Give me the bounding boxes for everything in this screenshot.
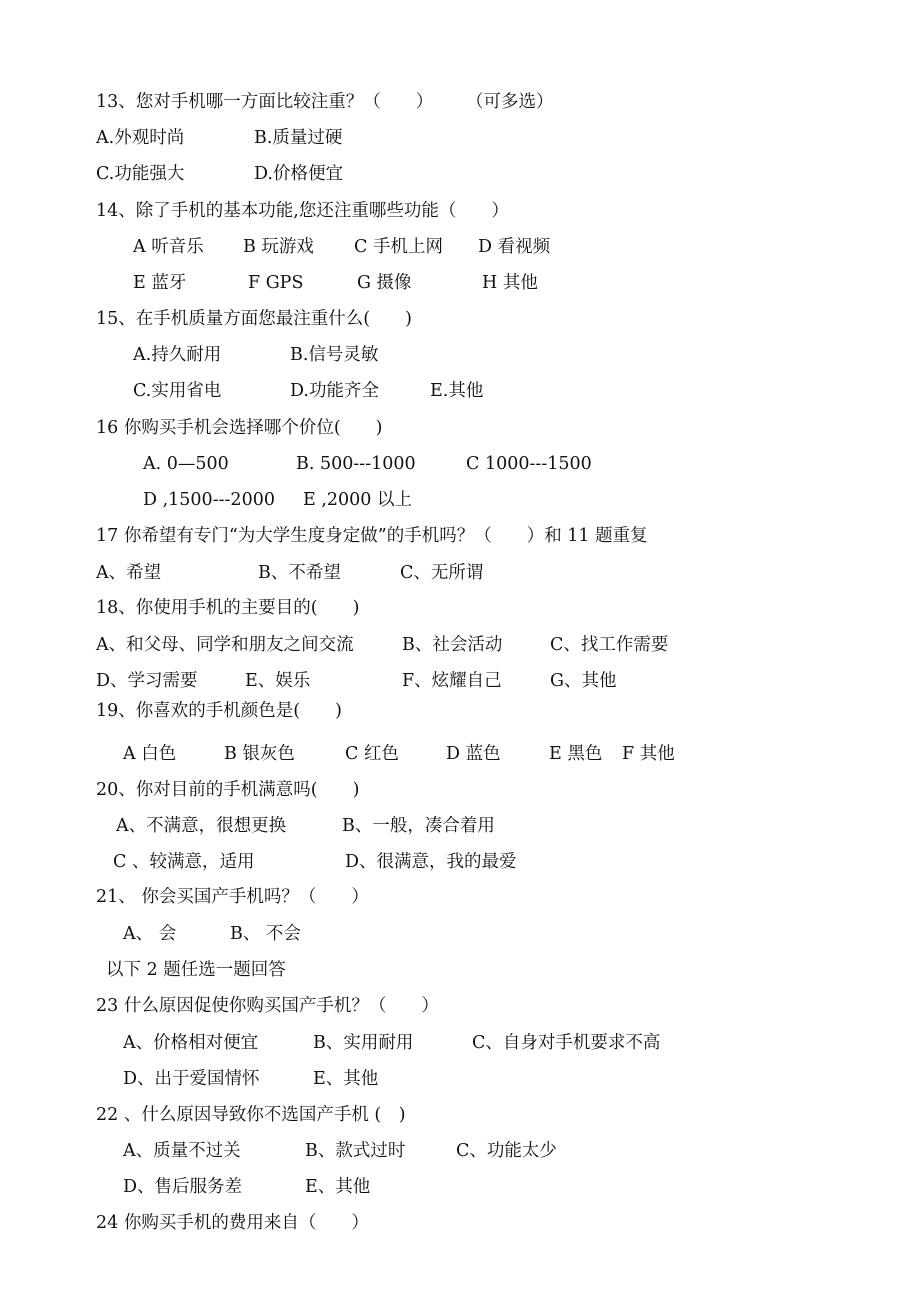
- question-text: 18、你使用手机的主要目的( ): [96, 598, 360, 618]
- option-q16o2-1: E ,2000 以上: [303, 490, 412, 510]
- option-q15o1-0: A.持久耐用: [133, 345, 222, 365]
- option-q15o2-0: C.实用省电: [133, 381, 222, 401]
- option-q19o1-3: D 蓝色: [446, 744, 501, 764]
- option-q16o2-0: D ,1500---2000: [143, 490, 275, 510]
- option-q14o2-0: E 蓝牙: [133, 273, 187, 293]
- option-q13o2-1: D.价格便宜: [254, 164, 343, 184]
- option-q14o1-0: A 听音乐: [133, 237, 204, 257]
- option-q18o2-3: G、其他: [550, 671, 617, 691]
- question-text: 14、除了手机的基本功能,您还注重哪些功能（ ）: [96, 201, 509, 221]
- option-q20o1-1: B、一般，凑合着用: [342, 816, 495, 836]
- option-q15o1-1: B.信号灵敏: [290, 345, 379, 365]
- option-q19o1-2: C 红色: [345, 744, 399, 764]
- option-q21o1-0: A、 会: [123, 924, 177, 944]
- option-q13o1-0: A.外观时尚: [96, 128, 185, 148]
- question-note: （可多选）: [466, 92, 554, 112]
- option-q20o1-0: A、不满意，很想更换: [116, 816, 287, 836]
- option-q13o2-0: C.功能强大: [96, 164, 185, 184]
- option-q13o1-1: B.质量过硬: [254, 128, 343, 148]
- option-q22o1-2: C、功能太少: [456, 1141, 557, 1161]
- option-q14o1-3: D 看视频: [478, 237, 551, 257]
- option-q16o1-0: A. 0—500: [143, 454, 229, 474]
- option-q22o1-1: B、款式过时: [305, 1141, 406, 1161]
- option-q17o1-0: A、希望: [96, 563, 162, 583]
- option-q18o1-0: A、和父母、同学和朋友之间交流: [96, 635, 354, 655]
- option-q23o2-0: D、出于爱国情怀: [123, 1069, 260, 1089]
- option-q18o1-2: C、找工作需要: [550, 635, 669, 655]
- option-q22o2-0: D、售后服务差: [123, 1177, 243, 1197]
- option-q20o2-1: D、很满意，我的最爱: [345, 852, 517, 872]
- question-text: 19、你喜欢的手机颜色是( ): [96, 701, 342, 721]
- question-text: 16 你购买手机会选择哪个价位( ): [96, 418, 383, 438]
- option-q14o2-2: G 摄像: [357, 273, 412, 293]
- option-q18o1-1: B、社会活动: [402, 635, 503, 655]
- option-q17o1-2: C、无所谓: [400, 563, 484, 583]
- option-q14o1-1: B 玩游戏: [243, 237, 314, 257]
- option-q20o2-0: C 、较满意，适用: [113, 852, 255, 872]
- question-text: 15、在手机质量方面您最注重什么( ): [96, 309, 412, 329]
- option-q18o2-0: D、学习需要: [96, 671, 198, 691]
- question-text: 13、您对手机哪一方面比较注重？（ ）: [96, 92, 434, 112]
- option-q19o1-5: F 其他: [622, 744, 675, 764]
- option-q19o1-4: E 黑色: [549, 744, 603, 764]
- question-text: 24 你购买手机的费用来自（ ）: [96, 1213, 369, 1233]
- option-q15o2-2: E.其他: [430, 381, 484, 401]
- option-q18o2-1: E、娱乐: [245, 671, 311, 691]
- option-q22o1-0: A、质量不过关: [123, 1141, 241, 1161]
- option-q14o2-1: F GPS: [248, 273, 304, 293]
- option-q16o1-2: C 1000---1500: [466, 454, 592, 474]
- question-text: 21、 你会买国产手机吗？（ ）: [96, 887, 369, 907]
- option-q21o1-1: B、 不会: [230, 924, 301, 944]
- option-q18o2-2: F、炫耀自己: [402, 671, 502, 691]
- question-text: 20、你对目前的手机满意吗( ): [96, 780, 360, 800]
- option-q22o2-1: E、其他: [305, 1177, 371, 1197]
- option-q17o1-1: B、不希望: [258, 563, 341, 583]
- option-q15o2-1: D.功能齐全: [290, 381, 379, 401]
- option-q23o1-2: C、自身对手机要求不高: [472, 1033, 661, 1053]
- question-text: 17 你希望有专门“为大学生度身定做”的手机吗？（ ）和 11 题重复: [96, 526, 648, 546]
- option-q19o1-0: A 白色: [123, 744, 177, 764]
- option-q14o1-2: C 手机上网: [354, 237, 443, 257]
- option-q16o1-1: B. 500---1000: [296, 454, 416, 474]
- question-text: 以下 2 题任选一题回答: [106, 960, 286, 980]
- option-q14o2-3: H 其他: [482, 273, 538, 293]
- question-text: 23 什么原因促使你购买国产手机？（ ）: [96, 996, 439, 1016]
- question-text: 22 、什么原因导致你不选国产手机 ( ): [96, 1105, 406, 1125]
- option-q23o2-1: E、其他: [313, 1069, 379, 1089]
- option-q23o1-0: A、价格相对便宜: [123, 1033, 259, 1053]
- option-q23o1-1: B、实用耐用: [313, 1033, 414, 1053]
- option-q19o1-1: B 银灰色: [224, 744, 295, 764]
